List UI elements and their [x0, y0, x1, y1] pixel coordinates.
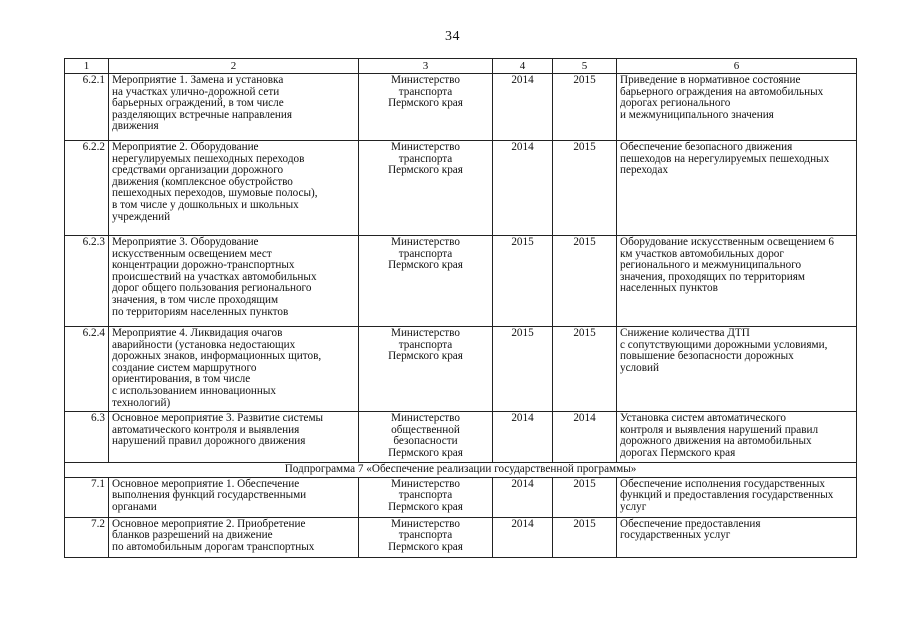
end-year: 2015 [553, 141, 617, 236]
expected-result: Обеспечение исполнения государственных функций и предоставления государственных услуг [617, 477, 857, 517]
header-col-1: 1 [65, 59, 109, 74]
table-row [65, 236, 857, 327]
expected-result: Обеспечение безопасного движения пешеходов на нерегулируемых пешеходных переходах [617, 141, 857, 236]
row-number: 6.2.4 [65, 327, 109, 412]
expected-result: Обеспечение предоставления государственных услуг [617, 517, 857, 557]
table-row [65, 412, 857, 463]
start-year: 2014 [493, 412, 553, 463]
table-row [65, 74, 857, 141]
row-number: 6.2.3 [65, 236, 109, 327]
row-number: 7.2 [65, 517, 109, 557]
header-col-2: 2 [109, 59, 359, 74]
end-year: 2015 [553, 74, 617, 141]
measure-name: Мероприятие 3. Оборудование искусственным освещением мест концентрации дорожно-транспортных происшествий на участках автомобильных дорог общего пользования регионального значения, в том числе проходящим по территориям населенных пунктов [109, 236, 359, 327]
start-year: 2014 [493, 477, 553, 517]
header-col-6: 6 [617, 59, 857, 74]
measure-name: Мероприятие 2. Оборудование нерегулируемых пешеходных переходов средствами организации дорожного движения (комплексное обустройство пешеходных переходов, шумовые полосы), в том числе у дошкольных и школьных учреждений [109, 141, 359, 236]
start-year: 2015 [493, 327, 553, 412]
subprogram-row [65, 463, 857, 478]
measure-name: Основное мероприятие 2. Приобретение бланков разрешений на движение по автомобильным дорогам транспортных [109, 517, 359, 557]
end-year: 2015 [553, 477, 617, 517]
end-year: 2015 [553, 236, 617, 327]
page-number: 34 [445, 29, 460, 44]
row-number: 7.1 [65, 477, 109, 517]
executor: Министерство транспорта Пермского края [359, 517, 493, 557]
header-col-4: 4 [493, 59, 553, 74]
start-year: 2014 [493, 517, 553, 557]
row-number: 6.3 [65, 412, 109, 463]
end-year: 2015 [553, 327, 617, 412]
end-year: 2015 [553, 517, 617, 557]
start-year: 2014 [493, 74, 553, 141]
end-year: 2014 [553, 412, 617, 463]
header-row [65, 59, 857, 74]
executor: Министерство транспорта Пермского края [359, 141, 493, 236]
table-row [65, 327, 857, 412]
row-number: 6.2.2 [65, 141, 109, 236]
expected-result: Снижение количества ДТП с сопутствующими дорожными условиями, повышение безопасности дорожных условий [617, 327, 857, 412]
executor: Министерство транспорта Пермского края [359, 74, 493, 141]
executor: Министерство транспорта Пермского края [359, 236, 493, 327]
header-col-5: 5 [553, 59, 617, 74]
measures-table [64, 58, 857, 558]
table-row [65, 517, 857, 557]
table-row [65, 477, 857, 517]
executor: Министерство транспорта Пермского края [359, 477, 493, 517]
expected-result: Установка систем автоматического контроля и выявления нарушений правил дорожного движения на автомобильных дорогах Пермского края [617, 412, 857, 463]
expected-result: Приведение в нормативное состояние барьерного ограждения на автомобильных дорогах регионального и межмуниципального значения [617, 74, 857, 141]
executor: Министерство транспорта Пермского края [359, 327, 493, 412]
table-row [65, 141, 857, 236]
start-year: 2014 [493, 141, 553, 236]
executor: Министерство общественной безопасности Пермского края [359, 412, 493, 463]
start-year: 2015 [493, 236, 553, 327]
measure-name: Основное мероприятие 3. Развитие системы автоматического контроля и выявления нарушений правил дорожного движения [109, 412, 359, 463]
measure-name: Основное мероприятие 1. Обеспечение выполнения функций государственными органами [109, 477, 359, 517]
header-col-3: 3 [359, 59, 493, 74]
measure-name: Мероприятие 4. Ликвидация очагов аварийности (установка недостающих дорожных знаков, информационных щитов, создание систем маршрутного ориентирования, в том числе с использованием инновационных технологий) [109, 327, 359, 412]
row-number: 6.2.1 [65, 74, 109, 141]
subprogram-title: Подпрограмма 7 «Обеспечение реализации государственной программы» [65, 463, 857, 478]
expected-result: Оборудование искусственным освещением 6 км участков автомобильных дорог регионального и межмуниципального значения, проходящих по территориям населенных пунктов [617, 236, 857, 327]
measure-name: Мероприятие 1. Замена и установка на участках улично-дорожной сети барьерных ограждений, в том числе разделяющих встречные направления движения [109, 74, 359, 141]
